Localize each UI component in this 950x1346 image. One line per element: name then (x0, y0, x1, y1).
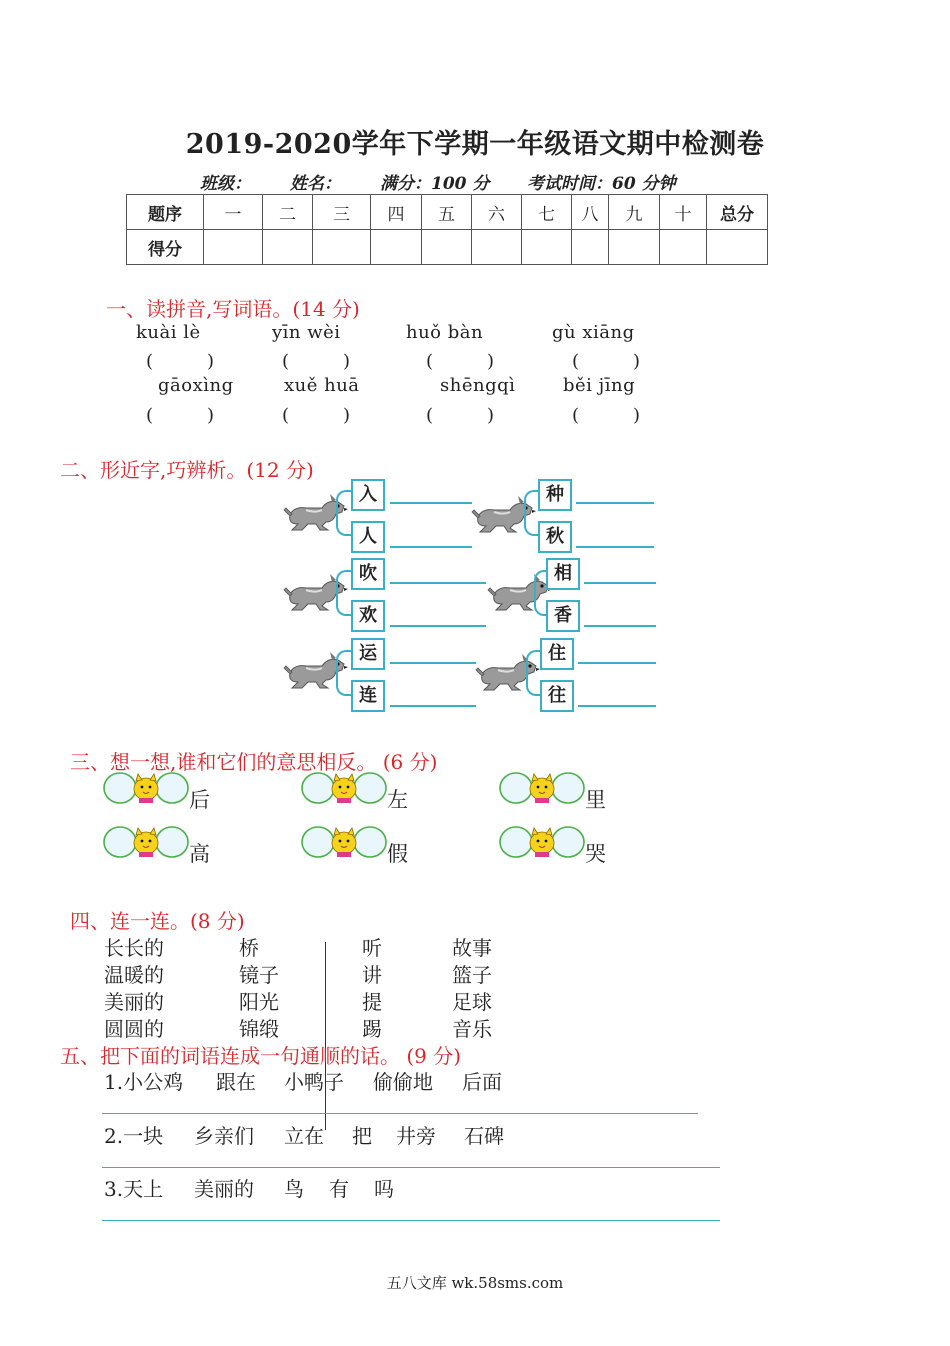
score-table (126, 194, 768, 265)
sentence-word: 小鸭子 (284, 1070, 344, 1094)
match-word[interactable]: 音乐 (452, 1017, 492, 1041)
answer-line[interactable] (390, 705, 476, 707)
cat-icon[interactable] (498, 771, 586, 805)
item-6: 六 (472, 195, 522, 230)
match-word[interactable]: 故事 (452, 936, 492, 960)
sentence-word: 2.一块 (104, 1124, 164, 1148)
score-cell[interactable] (204, 230, 263, 265)
pinyin: gāoxìng (158, 375, 234, 396)
sentence-word: 1.小公鸡 (104, 1070, 184, 1094)
match-word[interactable]: 锦缎 (239, 1017, 279, 1041)
bracket (336, 650, 352, 696)
item-8: 八 (572, 195, 609, 230)
pinyin: huǒ bàn (406, 322, 484, 343)
sentence-word: 鸟 (284, 1177, 304, 1201)
opposite-char: 假 (387, 842, 408, 866)
char-box: 往 (540, 680, 574, 712)
sentence-word: 偷偷地 (373, 1070, 433, 1094)
match-word[interactable]: 桥 (239, 936, 259, 960)
item-2: 二 (263, 195, 313, 230)
opposite-char: 后 (189, 788, 210, 812)
divider-line (325, 942, 326, 1130)
pinyin: yīn wèi (272, 322, 341, 343)
answer-paren[interactable]: ( ) (282, 351, 351, 372)
match-word[interactable]: 长长的 (104, 936, 164, 960)
answer-paren[interactable]: ( ) (426, 405, 495, 426)
score-cell[interactable] (660, 230, 707, 265)
answer-line[interactable] (578, 662, 656, 664)
score-cell[interactable] (371, 230, 422, 265)
item-7: 七 (522, 195, 572, 230)
cat-icon[interactable] (102, 771, 190, 805)
item-9: 九 (609, 195, 660, 230)
page-title: 2019-2020学年下学期一年级语文期中检测卷 (185, 129, 765, 160)
score-cell[interactable] (522, 230, 572, 265)
sentence-word: 吗 (374, 1177, 394, 1201)
answer-paren[interactable]: ( ) (426, 351, 495, 372)
section2-heading: 二、形近字,巧辨析。(12 分) (60, 458, 314, 482)
answer-line[interactable] (584, 625, 656, 627)
char-box: 入 (351, 479, 385, 511)
char-box: 相 (546, 558, 580, 590)
answer-line[interactable] (584, 582, 656, 584)
answer-paren[interactable]: ( ) (572, 351, 641, 372)
char-box: 运 (351, 638, 385, 670)
cat-icon[interactable] (102, 825, 190, 859)
item-1: 一 (204, 195, 263, 230)
char-box: 秋 (538, 521, 572, 553)
score-cell[interactable] (313, 230, 371, 265)
sentence-word: 美丽的 (194, 1177, 254, 1201)
total-label: 总分 (707, 195, 768, 230)
opposite-char: 哭 (585, 842, 606, 866)
match-word[interactable]: 镜子 (239, 963, 279, 987)
answer-line[interactable] (390, 502, 472, 504)
opposite-char: 里 (585, 788, 606, 812)
exam-time: 考试时间：60 分钟 (527, 174, 676, 194)
sentence-word: 乡亲们 (194, 1124, 254, 1148)
name-label: 姓名： (290, 174, 341, 194)
answer-line[interactable] (390, 625, 486, 627)
item-5: 五 (422, 195, 472, 230)
answer-line[interactable] (102, 1220, 720, 1221)
bracket (336, 570, 352, 616)
score-cell[interactable] (263, 230, 313, 265)
match-word[interactable]: 足球 (452, 990, 492, 1014)
row-label-order: 题序 (127, 195, 204, 230)
footer-watermark: 五八文库 wk.58sms.com (386, 1274, 564, 1292)
answer-line[interactable] (578, 705, 656, 707)
answer-paren[interactable]: ( ) (282, 405, 351, 426)
match-word[interactable]: 踢 (362, 1017, 382, 1041)
section4-heading: 四、连一连。(8 分) (70, 909, 245, 933)
char-box: 吹 (351, 558, 385, 590)
answer-line[interactable] (576, 502, 654, 504)
char-box: 种 (538, 479, 572, 511)
pinyin: xuě huā (284, 375, 360, 396)
match-word[interactable]: 讲 (362, 963, 382, 987)
section5-heading: 五、把下面的词语连成一句通顺的话。 (9 分) (60, 1044, 462, 1068)
sentence-word: 跟在 (216, 1070, 256, 1094)
opposite-char: 高 (189, 842, 210, 866)
answer-line[interactable] (390, 662, 476, 664)
answer-paren[interactable]: ( ) (146, 405, 215, 426)
answer-line[interactable] (390, 546, 472, 548)
sentence-word: 把 (352, 1124, 372, 1148)
score-cell[interactable] (572, 230, 609, 265)
item-3: 三 (313, 195, 371, 230)
sentence-word: 石碑 (464, 1124, 504, 1148)
answer-paren[interactable]: ( ) (146, 351, 215, 372)
opposite-char: 左 (387, 788, 408, 812)
sentence-word: 井旁 (396, 1124, 436, 1148)
score-cell[interactable] (707, 230, 768, 265)
cat-icon[interactable] (498, 825, 586, 859)
section3-heading: 三、想一想,谁和它们的意思相反。 (6 分) (70, 750, 438, 774)
char-box: 住 (540, 638, 574, 670)
answer-line[interactable] (576, 546, 654, 548)
char-box: 连 (351, 680, 385, 712)
char-box: 香 (546, 600, 580, 632)
pinyin: kuài lè (136, 322, 201, 343)
score-cell[interactable] (609, 230, 660, 265)
match-word[interactable]: 阳光 (239, 990, 279, 1014)
row-label-score: 得分 (127, 230, 204, 265)
cat-icon[interactable] (300, 825, 388, 859)
class-label: 班级： (200, 174, 251, 194)
answer-paren[interactable]: ( ) (572, 405, 641, 426)
item-4: 四 (371, 195, 422, 230)
full-score: 满分：100 分 (380, 174, 490, 194)
match-word[interactable]: 圆圆的 (104, 1017, 164, 1041)
pinyin: gù xiāng (552, 322, 635, 343)
sentence-word: 有 (329, 1177, 349, 1201)
item-10: 十 (660, 195, 707, 230)
section1-heading: 一、读拼音,写词语。(14 分) (106, 297, 360, 321)
sentence-word: 后面 (462, 1070, 502, 1094)
sentence-word: 立在 (284, 1124, 324, 1148)
answer-line[interactable] (102, 1167, 720, 1168)
cat-icon[interactable] (300, 771, 388, 805)
score-cell[interactable] (472, 230, 522, 265)
match-word[interactable]: 听 (362, 936, 382, 960)
char-box: 人 (351, 521, 385, 553)
match-word[interactable]: 提 (362, 990, 382, 1014)
sentence-word: 3.天上 (104, 1177, 164, 1201)
score-cell[interactable] (422, 230, 472, 265)
answer-line[interactable] (102, 1113, 698, 1114)
bracket (336, 490, 352, 536)
pinyin: shēngqì (440, 375, 516, 396)
match-word[interactable]: 温暖的 (104, 963, 164, 987)
match-word[interactable]: 美丽的 (104, 990, 164, 1014)
pinyin: běi jīng (563, 375, 636, 396)
match-word[interactable]: 篮子 (452, 963, 492, 987)
answer-line[interactable] (390, 582, 486, 584)
char-box: 欢 (351, 600, 385, 632)
